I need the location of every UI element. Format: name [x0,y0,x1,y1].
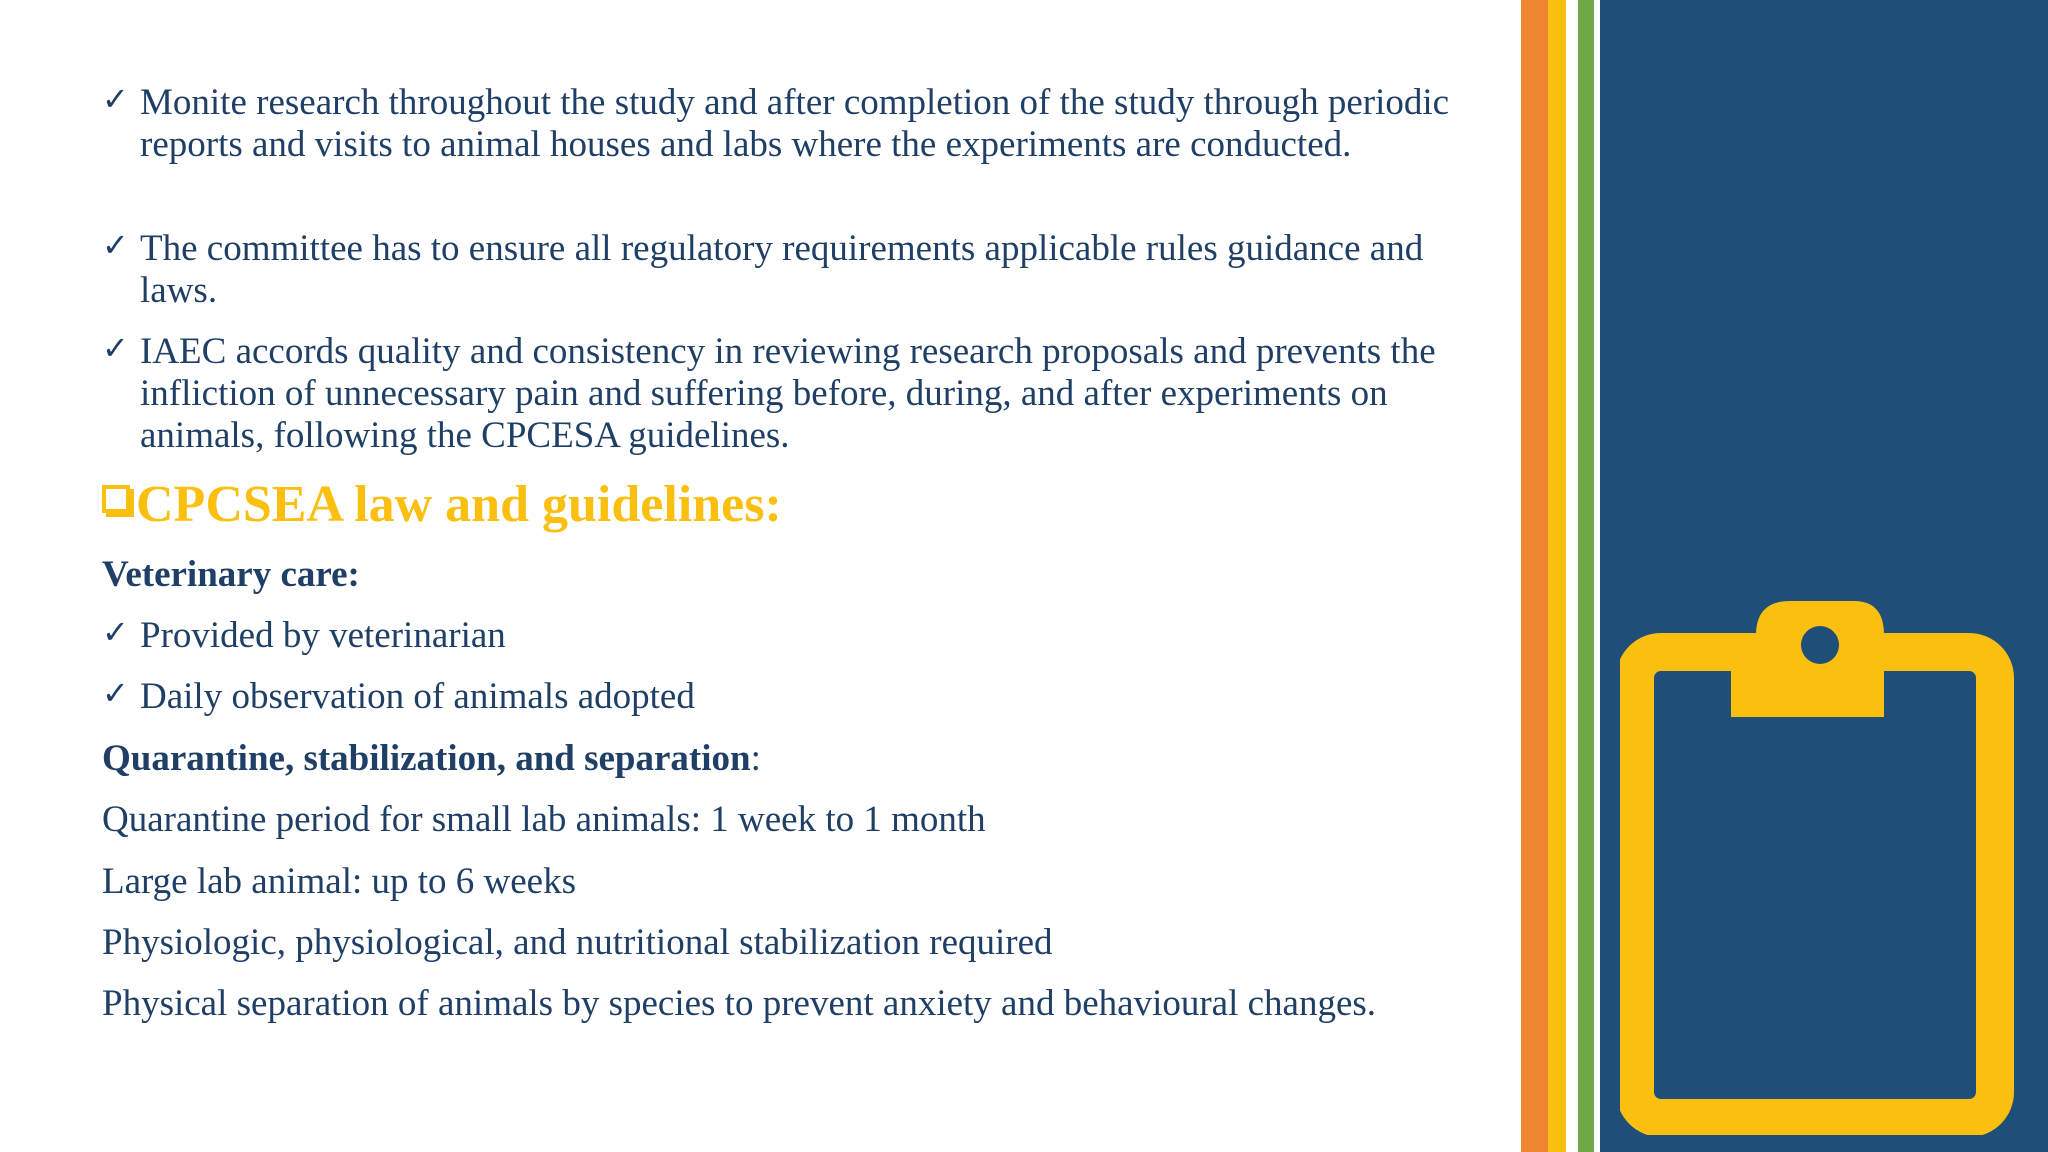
orange-stripe [1521,0,1548,1152]
yellow-stripe [1548,0,1566,1152]
veterinary-heading: Veterinary care: [102,554,360,595]
checkmark-icon: ✓ [102,613,129,651]
bullet-text: Monite research throughout the study and after completion of the study through periodic reports and visits to animal houses and labs where the experiments are conducted. [140,82,1450,165]
quarantine-heading [102,738,761,780]
quarantine-line: Quarantine period for small lab animals: 1 week to 1 month [102,799,986,840]
green-stripe [1578,0,1594,1152]
bullet-item [102,228,1492,312]
quarantine-heading-suffix: : [750,738,761,779]
bullet-text: The committee has to ensure all regulatory requirements applicable rules guidance and laws. [140,228,1424,311]
quarantine-line: Large lab animal: up to 6 weeks [102,861,577,902]
quarantine-line: Physical separation of animals by species to prevent anxiety and behavioural changes. [102,983,1377,1024]
checkmark-icon: ✓ [102,329,129,367]
checkmark-icon: ✓ [102,674,129,712]
bullet-item [102,615,1492,657]
section-heading [102,474,782,536]
bullet-text: Provided by veterinarian [140,615,506,656]
quarantine-heading-text: Quarantine, stabilization, and separation [102,738,751,779]
bullet-item [102,82,1492,166]
bullet-item [102,331,1492,457]
bullet-text: Daily observation of animals adopted [140,676,695,717]
checkbox-bullet-icon [102,485,130,513]
checkmark-icon: ✓ [102,80,129,118]
bullet-item [102,676,1492,718]
white-stripe [1566,0,1578,1152]
bullet-text: IAEC accords quality and consistency in reviewing research proposals and prevents the infliction of unnecessary pain and suffering before, during, and after experiments on animals, following the CPCESA guidelines. [140,331,1436,456]
clipboard-icon [1620,595,2020,1135]
section-heading-text: CPCSEA law and guidelines: [136,476,782,533]
checkmark-icon: ✓ [102,226,129,264]
quarantine-line: Physiologic, physiological, and nutritional stabilization required [102,922,1053,963]
